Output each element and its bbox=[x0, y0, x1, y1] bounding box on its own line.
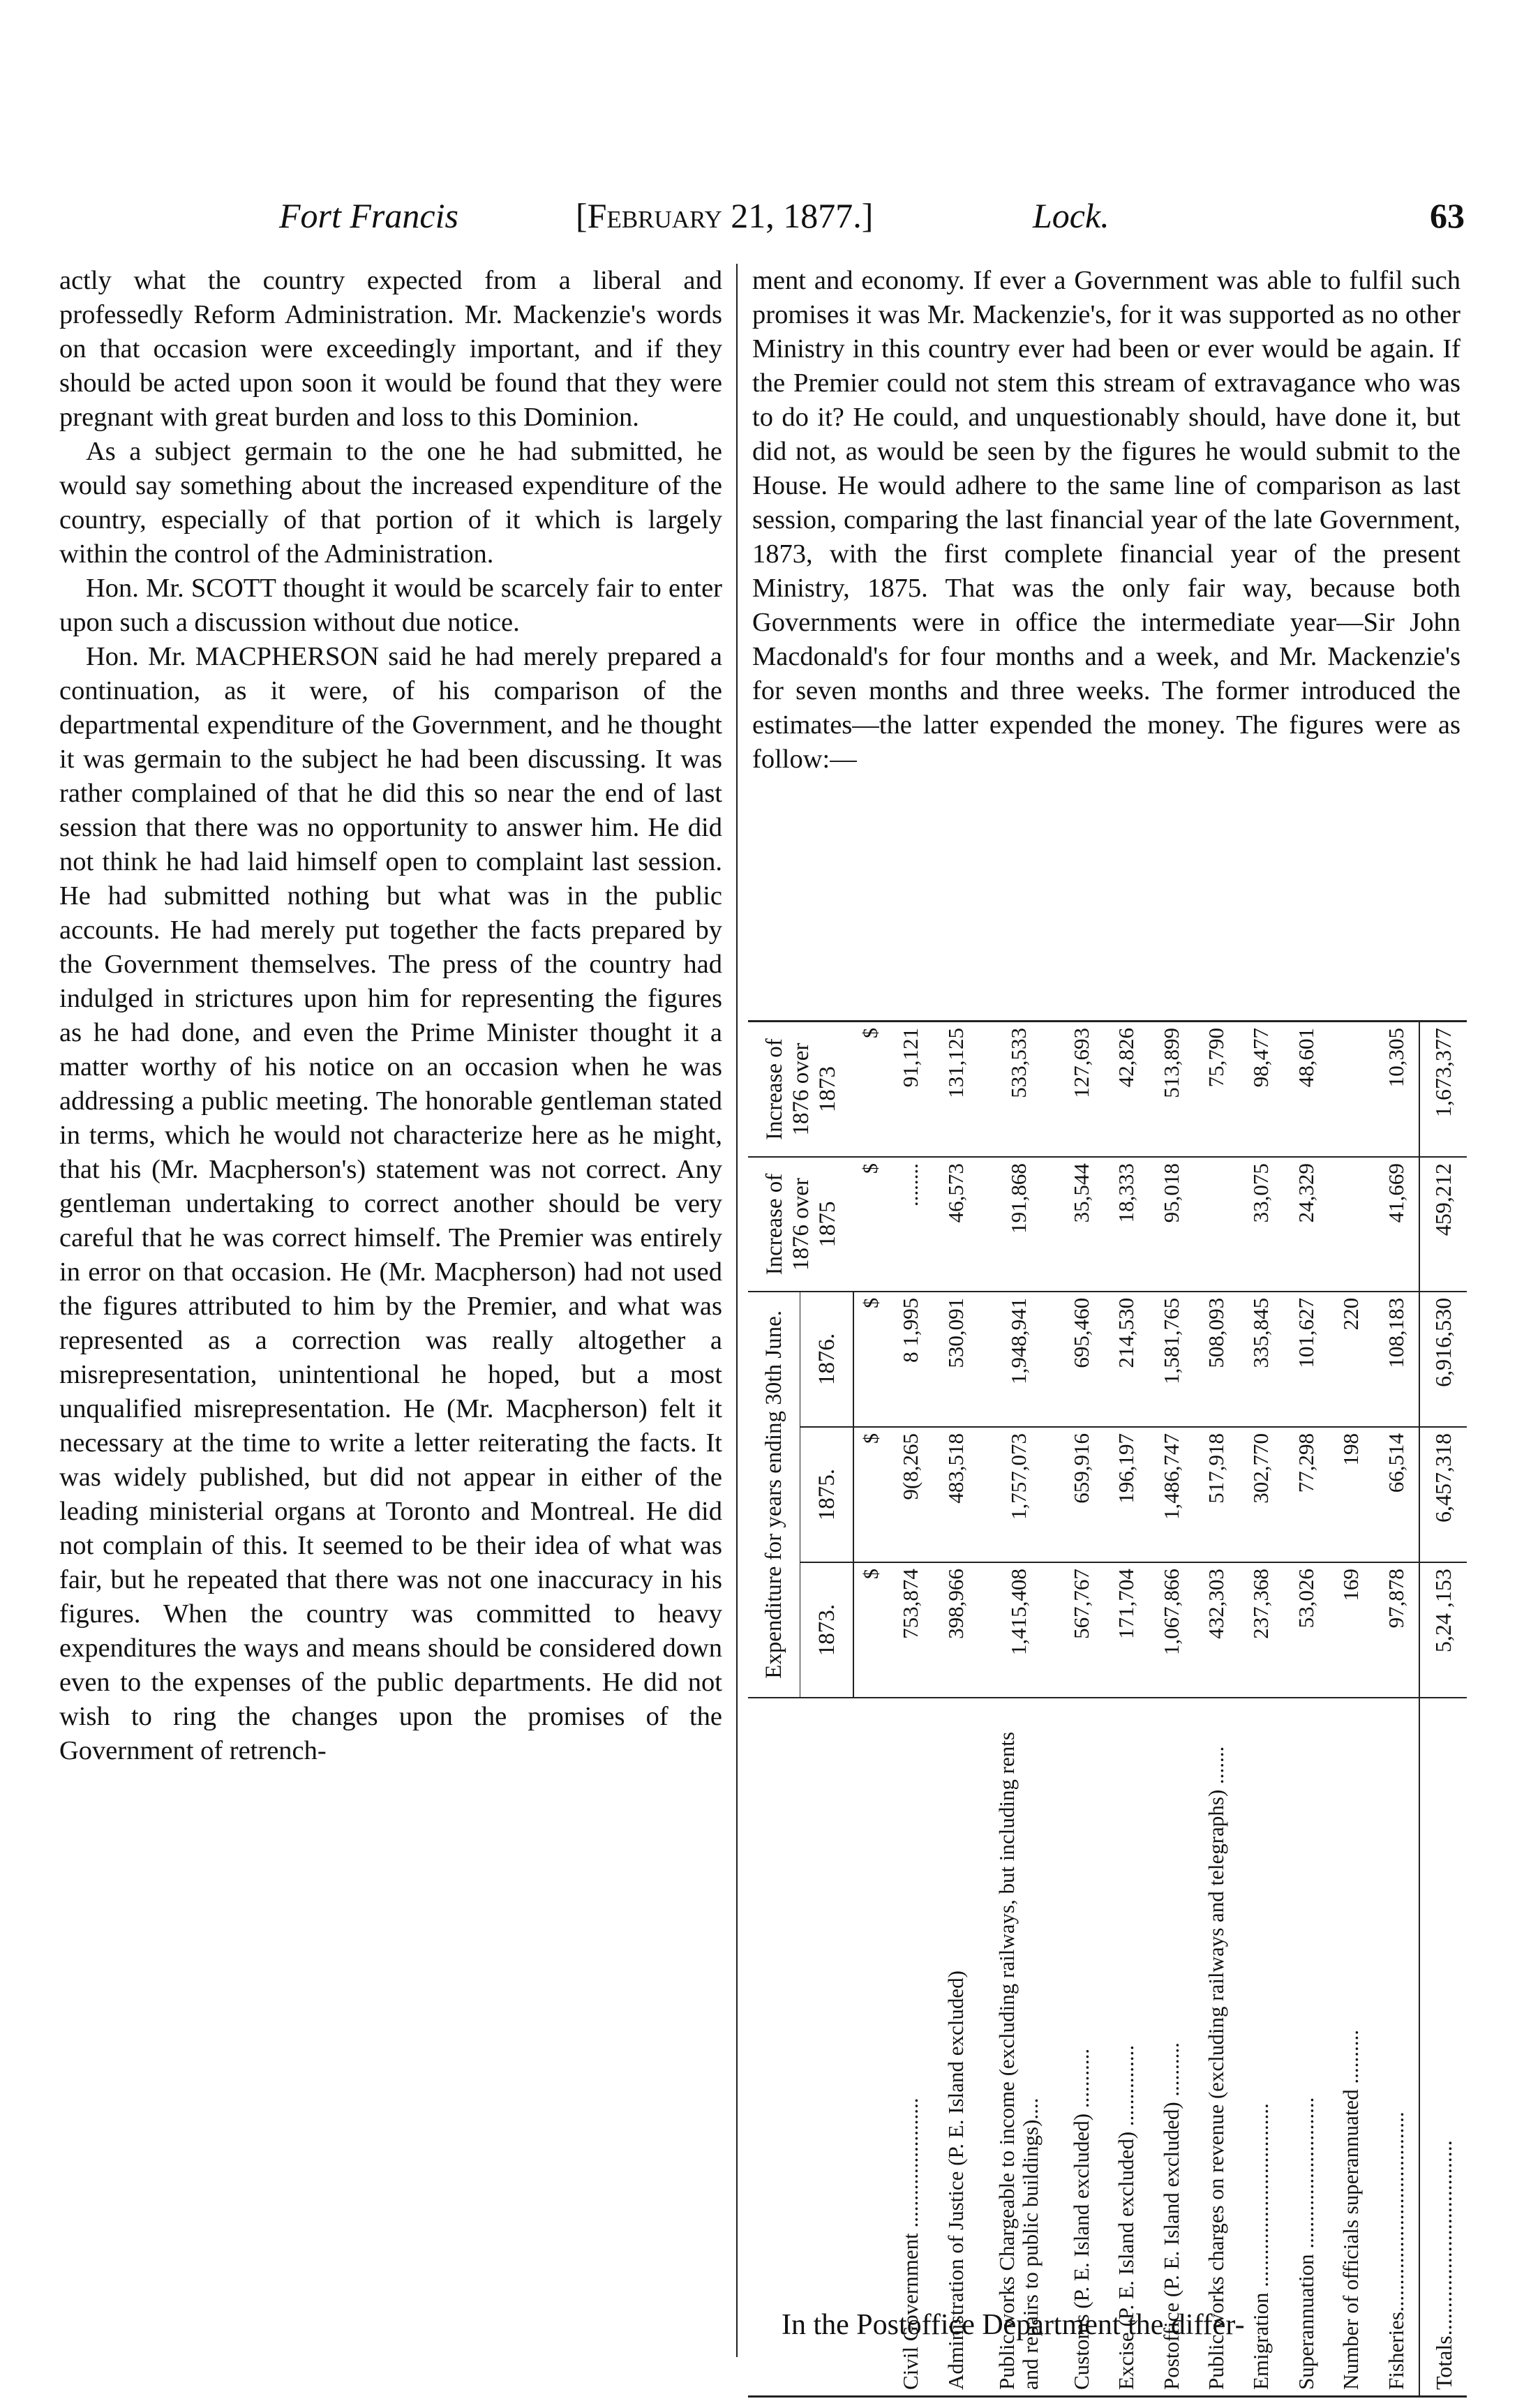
table-cell: Fisheries..................................... bbox=[1383, 2111, 1408, 2390]
table-cell: 459,212 bbox=[1419, 1157, 1467, 1292]
table-cell: 108,183 bbox=[1373, 1292, 1419, 1427]
table-cell: 66,514 bbox=[1373, 1427, 1419, 1562]
table-cell: 1,415,408 bbox=[978, 1562, 1059, 1698]
table-cell: 127,693 bbox=[1059, 1022, 1104, 1157]
table-cell: 198 bbox=[1329, 1427, 1373, 1562]
paragraph: ment and economy. If ever a Government was able to fulfil such promises it was Mr. Mackenzie's, for it was supported as no other Ministry in this country ever had been or ever would be again. If the Premier could not stem this stream of extravagance who was to do it? He could, and unquestionably should, have done it, but did not, as would be seen by the figures he would submit to the House. He would adhere to the same line of comparison as last session, comparing the last financial year of the late Government, 1873, with the first complete financial year of the present Ministry, 1875. That was the only fair way, because both Governments were in office the intermediate year—Sir John Macdonald's for four months and a week, and Mr. Mackenzie's for seven months and three weeks. The former introduced the estimates—the latter expended the money. The figures were as follow:— bbox=[752, 266, 1460, 774]
table-cell bbox=[1194, 1157, 1239, 1292]
table-cell bbox=[1329, 1022, 1373, 1157]
table-cell: 10,305 bbox=[1373, 1022, 1419, 1157]
left-column bbox=[59, 264, 722, 1768]
table-cell: 1,581,765 bbox=[1149, 1292, 1194, 1427]
table-cell: 6,916,530 bbox=[1419, 1292, 1467, 1427]
column-divider bbox=[736, 264, 738, 2357]
table-cell: 513,899 bbox=[1149, 1022, 1194, 1157]
table-cell: Excise (P. E. Island excluded) ............... bbox=[1114, 2044, 1139, 2390]
right-column bbox=[752, 264, 1460, 777]
table-cell: Civil Government ........................ bbox=[898, 2097, 923, 2390]
table-cell: 95,018 bbox=[1149, 1157, 1194, 1292]
table-cell: $ bbox=[853, 1427, 888, 1562]
table-cell: Superannuation ............................ bbox=[1293, 2097, 1318, 2390]
table-row bbox=[934, 1022, 978, 2395]
table-cell: 1,673,377 bbox=[1419, 1022, 1467, 1157]
item-column-header bbox=[748, 1698, 853, 2395]
table-cell: 169 bbox=[1329, 1562, 1373, 1698]
table-cell: 171,704 bbox=[1104, 1562, 1149, 1698]
table-cell: Postoffice (P. E. Island excluded) .......... bbox=[1158, 2042, 1183, 2390]
table-cell: Totals................................... bbox=[1419, 1698, 1467, 2395]
table-row bbox=[1239, 1022, 1283, 2395]
table-cell: Public works Chargeable to income (excluding railways, but including rents and repairs to public buildings).... bbox=[994, 1731, 1043, 2390]
table-cell: 214,530 bbox=[1104, 1292, 1149, 1427]
table-cell: 695,460 bbox=[1059, 1292, 1104, 1427]
table-row bbox=[1104, 1022, 1149, 2395]
table-cell: $ bbox=[853, 1562, 888, 1698]
table-cell: 220 bbox=[1329, 1292, 1373, 1427]
table-cell: 35,544 bbox=[1059, 1157, 1104, 1292]
table-cell: $ bbox=[853, 1022, 888, 1157]
table-cell: 5,24 ,153 bbox=[1419, 1562, 1467, 1698]
paragraph: Hon. Mr. MACPHERSON said he had merely prepared a continuation, as it were, of his comparison of the departmental expenditure of the Government, and he thought it was germain to the subject he had been discussing. It was rather complained of that he did this so near the end of last session that there was no opportunity to answer him. He did not think he had laid himself open to complaint last session. He had submitted nothing but what was in the public accounts. He had merely put together the facts prepared by the Government themselves. The press of the country had indulged in strictures upon him for representing the figures as he had done, and even the Prime Minister thought it a matter worthy of his notice on an occasion when he was addressing a public meeting. The honorable gentleman stated in terms, which he would not characterize here as he might, that his (Mr. Macpherson's) statement was not correct. Any gentleman undertaking to correct another should be very careful that he was correct himself. The Premier was entirely in error on that occasion. He (Mr. Macpherson) had not used the figures attributed to him by the Premier, and what was represented as a correction was really altogether a misrepresentation, unintentional he hoped, but a most unqualified misrepresentation. He (Mr. Macpherson) felt it necessary at the time to write a letter reiterating the facts. It was widely published, but did not appear in either of the leading ministerial organs at Toronto and Montreal. He did not complain of this. It seemed to be their idea of what was fair, but he repeated that there was not one inaccuracy in his figures. When the country was committed to heavy expenditures the ways and means should be considered down even to the expenses of the public departments. He did not wish to ring the changes upon the promises of the Government of retrench- bbox=[59, 642, 722, 1765]
table-cell: 46,573 bbox=[934, 1157, 978, 1292]
table-row bbox=[1329, 1022, 1373, 2395]
table-cell: 98,477 bbox=[1239, 1022, 1283, 1157]
table-cell: Public works charges on revenue (excluding railways and telegraphs) ....... bbox=[1204, 1746, 1229, 2390]
table-cell: 77,298 bbox=[1284, 1427, 1329, 1562]
table-cell: 196,197 bbox=[1104, 1427, 1149, 1562]
expenditure-table-area bbox=[748, 1020, 1467, 2398]
table-cell: 1,486,747 bbox=[1149, 1427, 1194, 1562]
table-body bbox=[888, 1022, 1419, 2395]
table-cell: 9(8,265 bbox=[888, 1427, 933, 1562]
table-cell: $ bbox=[853, 1157, 888, 1292]
table-row bbox=[1149, 1022, 1194, 2395]
table-cell: 508,093 bbox=[1194, 1292, 1239, 1427]
table-row bbox=[1194, 1022, 1239, 2395]
table-cell: 48,601 bbox=[1284, 1022, 1329, 1157]
table-row bbox=[1059, 1022, 1104, 2395]
expenditure-table bbox=[748, 1022, 1467, 2395]
table-cell: 517,918 bbox=[1194, 1427, 1239, 1562]
group-header: Expenditure for years ending 30th June. bbox=[748, 1292, 800, 1698]
table-cell: 131,125 bbox=[934, 1022, 978, 1157]
table-row bbox=[853, 1022, 888, 2395]
table-cell: 237,368 bbox=[1239, 1562, 1283, 1698]
table-cell: 335,845 bbox=[1239, 1292, 1283, 1427]
table-cell: 8 1,995 bbox=[888, 1292, 933, 1427]
table-cell: 659,916 bbox=[1059, 1427, 1104, 1562]
table-cell: 101,627 bbox=[1284, 1292, 1329, 1427]
table-row bbox=[888, 1022, 933, 2395]
table-cell: 1,757,073 bbox=[978, 1427, 1059, 1562]
totals-row bbox=[1419, 1022, 1467, 2395]
table-cell: 302,770 bbox=[1239, 1427, 1283, 1562]
table-row bbox=[1373, 1022, 1419, 2395]
table-cell: ........ bbox=[888, 1157, 933, 1292]
table-cell: Administration of Justice (P. E. Island excluded) bbox=[943, 1970, 968, 2390]
column-header: 1873. bbox=[800, 1562, 853, 1698]
continuation-line: In the Postoffice Department the differ- bbox=[782, 2309, 1245, 2341]
paragraph: actly what the country expected from a liberal and professedly Reform Administration. Mr. Mackenzie's words on that occasion were exceedingly important, and if they should be acted upon soon it would be found that they were pregnant with great burden and loss to this Dominion. bbox=[59, 266, 722, 432]
table-cell bbox=[1329, 1157, 1373, 1292]
column-header: Increase of 1876 over 1873 bbox=[748, 1022, 853, 1157]
table-cell: 483,518 bbox=[934, 1427, 978, 1562]
table-cell: 191,868 bbox=[978, 1157, 1059, 1292]
running-head-date: [February 21, 1877.] bbox=[576, 196, 874, 235]
table-cell: 530,091 bbox=[934, 1292, 978, 1427]
table-cell: 398,966 bbox=[934, 1562, 978, 1698]
page-number: 63 bbox=[1430, 196, 1465, 235]
table-cell: 1,948,941 bbox=[978, 1292, 1059, 1427]
table-cell: 41,669 bbox=[1373, 1157, 1419, 1292]
column-header: 1875. bbox=[800, 1427, 853, 1562]
table-cell bbox=[853, 1698, 888, 2395]
page-header bbox=[59, 195, 1465, 248]
column-header: 1876. bbox=[800, 1292, 853, 1427]
table-cell: Number of officials superannuated .......... bbox=[1338, 2030, 1364, 2390]
running-head-left: Fort Francis bbox=[279, 196, 458, 235]
table-cell: 567,767 bbox=[1059, 1562, 1104, 1698]
paragraph: As a subject germain to the one he had submitted, he would say something about the increased expenditure of the country, especially of that portion of it which is largely within the control of the Administration. bbox=[59, 437, 722, 569]
table-cell: 53,026 bbox=[1284, 1562, 1329, 1698]
table-cell: 18,333 bbox=[1104, 1157, 1149, 1292]
table-cell: 6,457,318 bbox=[1419, 1427, 1467, 1562]
table-cell: 75,790 bbox=[1194, 1022, 1239, 1157]
table-cell: 753,874 bbox=[888, 1562, 933, 1698]
table-cell: 24,329 bbox=[1284, 1157, 1329, 1292]
table-cell: 97,878 bbox=[1373, 1562, 1419, 1698]
table-cell: 432,303 bbox=[1194, 1562, 1239, 1698]
running-head-right: Lock. bbox=[1033, 196, 1110, 235]
paragraph: Hon. Mr. SCOTT thought it would be scarcely fair to enter upon such a discussion without due notice. bbox=[59, 574, 722, 637]
rotated-table-wrapper bbox=[748, 1022, 1467, 2395]
table-row bbox=[1284, 1022, 1329, 2395]
table-cell: $ bbox=[853, 1292, 888, 1427]
table-row bbox=[978, 1022, 1059, 2395]
table-cell: 42,826 bbox=[1104, 1022, 1149, 1157]
table-cell: 33,075 bbox=[1239, 1157, 1283, 1292]
table-cell: 91,121 bbox=[888, 1022, 933, 1157]
table-cell: 1,067,866 bbox=[1149, 1562, 1194, 1698]
table-cell: 533,533 bbox=[978, 1022, 1059, 1157]
column-header: Increase of 1876 over 1875 bbox=[748, 1157, 853, 1292]
table-cell: Emigration .................................. bbox=[1248, 2103, 1273, 2390]
table-cell: Customs (P. E. Island excluded) ........... bbox=[1068, 2048, 1093, 2390]
